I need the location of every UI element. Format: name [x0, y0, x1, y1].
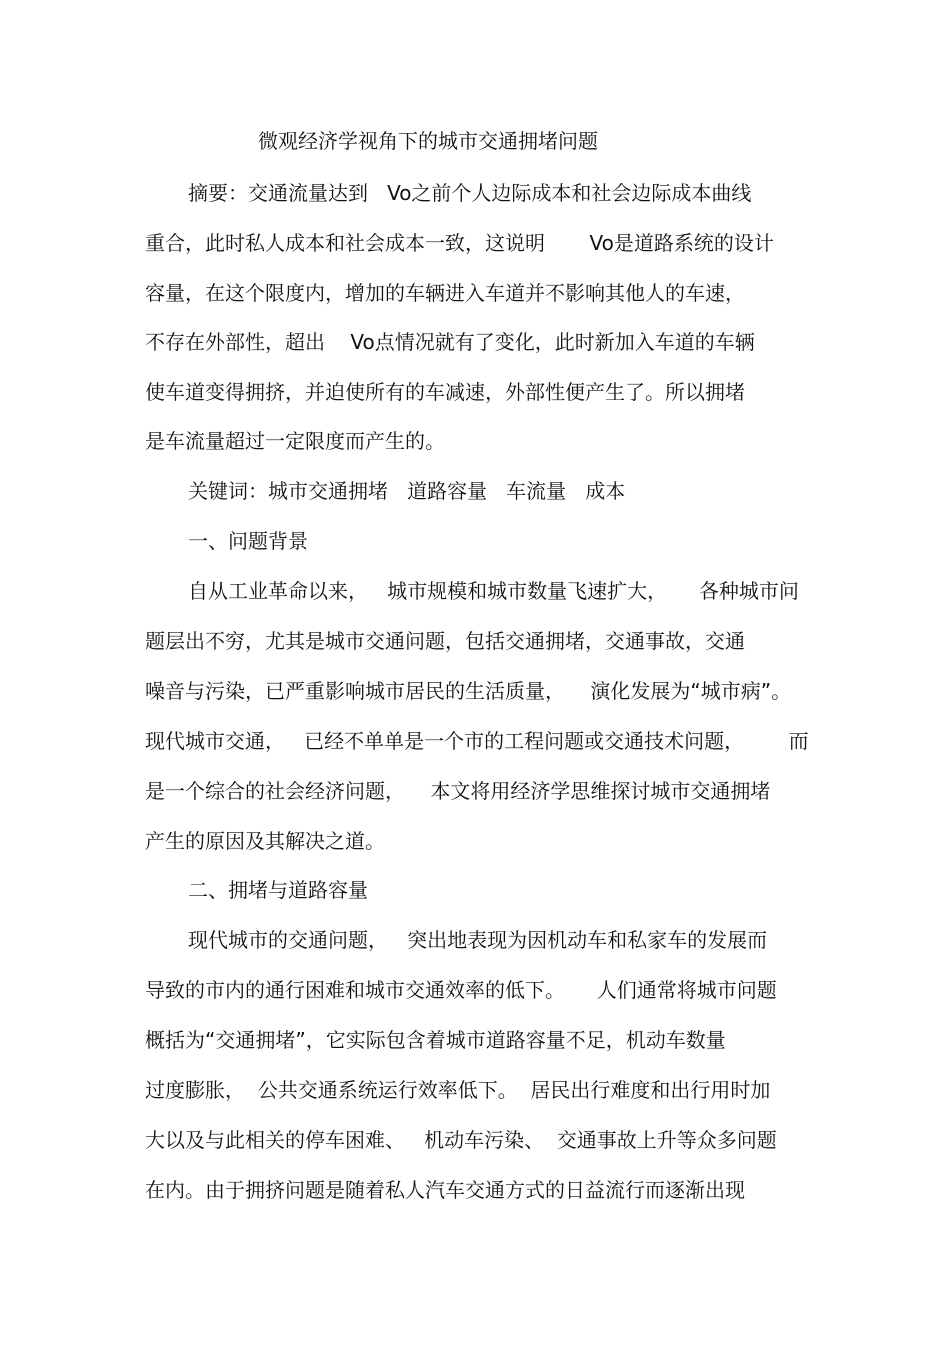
body-line-8: 导致的市内的通行困难和城市交通效率的低下。 人们通常将城市问题 — [145, 978, 777, 1002]
body-line-1: 自从工业革命以来， 城市规模和城市数量飞速扩大， 各种城市问 — [188, 579, 799, 603]
body-line-7: 现代城市的交通问题， 突出地表现为因机动车和私家车的发展而 — [188, 928, 768, 952]
abstract-line-3: 容量，在这个限度内，增加的车辆进入车道并不影响其他人的车速， — [145, 281, 745, 305]
body-line-9: 概括为“交通拥堵”，它实际包含着城市道路容量不足，机动车数量 — [145, 1028, 726, 1052]
body-line-3: 噪音与污染，已严重影响城市居民的生活质量， 演化发展为“城市病”。 — [145, 679, 792, 703]
body-line-2: 题层出不穷，尤其是城市交通问题，包括交通拥堵，交通事故，交通 — [145, 629, 745, 653]
abstract-line-5: 使车道变得拥挤，并迫使所有的车减速，外部性便产生了。所以拥堵 — [145, 380, 745, 404]
section-heading-1: 一、问题背景 — [188, 529, 308, 553]
body-line-11: 大以及与此相关的停车困难、 机动车污染、 交通事故上升等众多问题 — [145, 1128, 777, 1152]
document-title: 微观经济学视角下的城市交通拥堵问题 — [258, 129, 598, 153]
abstract-line-2: 重合，此时私人成本和社会成本一致，这说明 Vo是道路系统的设计 — [145, 231, 774, 255]
abstract-line-6: 是车流量超过一定限度而产生的。 — [145, 429, 445, 453]
body-line-12: 在内。由于拥挤问题是随着私人汽车交通方式的日益流行而逐渐出现 — [145, 1178, 745, 1202]
body-line-5: 是一个综合的社会经济问题， 本文将用经济学思维探讨城市交通拥堵 — [145, 779, 771, 803]
keywords-line: 关键词：城市交通拥堵 道路容量 车流量 成本 — [188, 479, 626, 503]
abstract-line-4: 不存在外部性，超出 Vo点情况就有了变化，此时新加入车道的车辆 — [145, 330, 755, 354]
section-heading-2: 二、拥堵与道路容量 — [188, 878, 368, 902]
body-line-6: 产生的原因及其解决之道。 — [145, 829, 385, 853]
abstract-line-1: 摘要：交通流量达到 Vo之前个人边际成本和社会边际成本曲线 — [188, 181, 752, 205]
body-line-4: 现代城市交通， 已经不单单是一个市的工程问题或交通技术问题， 而 — [145, 729, 809, 753]
body-line-10: 过度膨胀， 公共交通系统运行效率低下。 居民出行难度和出行用时加 — [145, 1078, 771, 1102]
